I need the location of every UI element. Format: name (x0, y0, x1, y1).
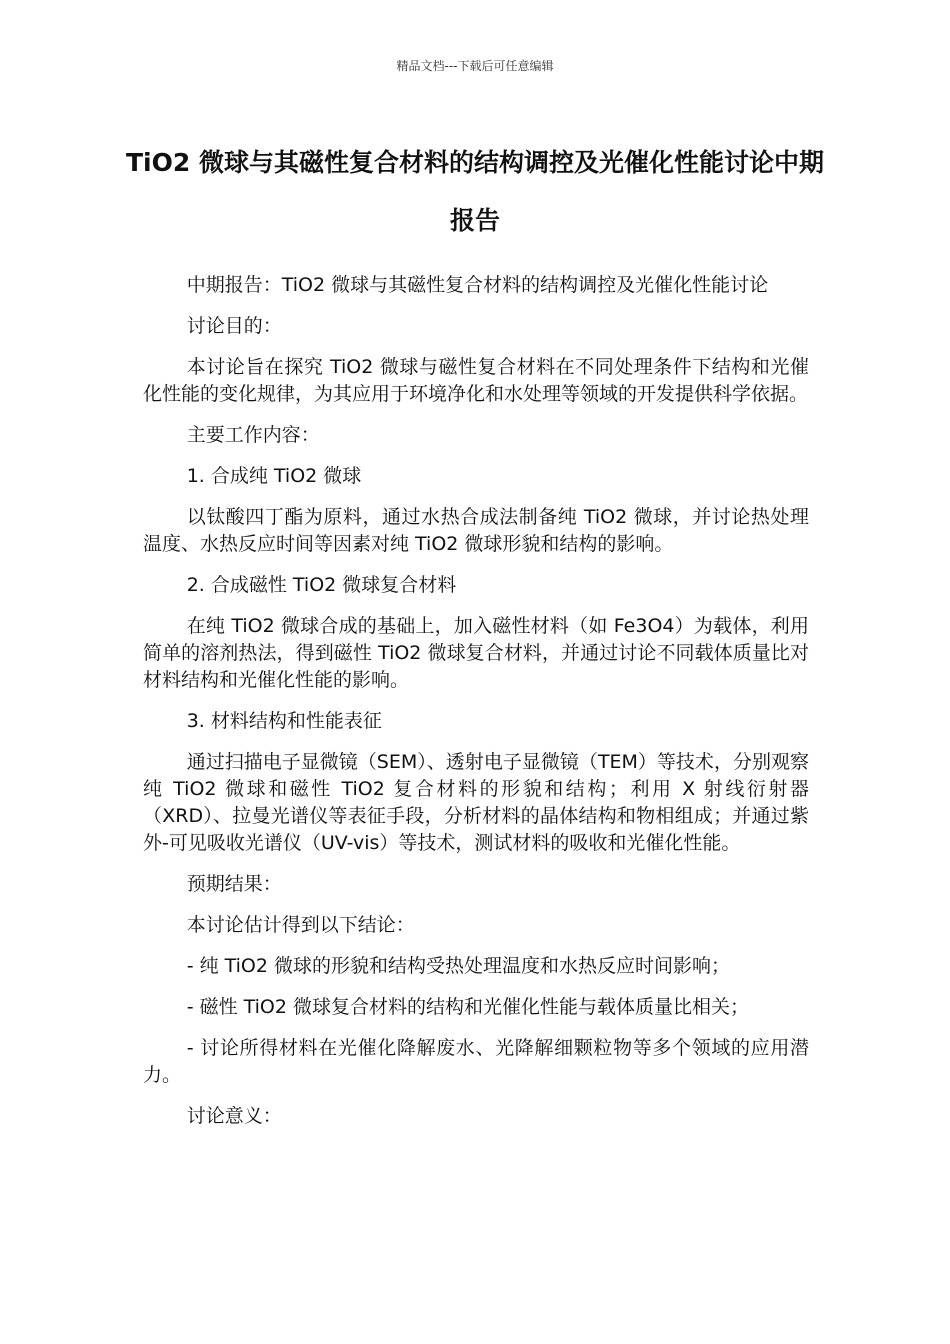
paragraph-purpose: 本讨论旨在探究 TiO2 微球与磁性复合材料在不同处理条件下结构和光催化性能的变化规律，为其应用于环境净化和水处理等领域的开发提供科学依据。 (143, 356, 809, 405)
paragraph-report-subject: 中期报告：TiO2 微球与其磁性复合材料的结构调控及光催化性能讨论 (186, 274, 769, 296)
paragraph-significance-heading: 讨论意义： (186, 1105, 282, 1127)
paragraph-item-1: 以钛酸四丁酯为原料，通过水热合成法制备纯 TiO2 微球，并讨论热处理温度、水热反应时间等因素对纯 TiO2 微球形貌和结构的影响。 (143, 506, 809, 555)
paragraph-purpose-heading: 讨论目的： (186, 315, 282, 337)
paragraph-result-1: - 纯 TiO2 微球的形貌和结构受热处理温度和水热反应时间影响； (186, 955, 731, 977)
paragraph-results-heading: 预期结果： (186, 873, 282, 895)
paragraph-item-2: 在纯 TiO2 微球合成的基础上，加入磁性材料（如 Fe3O4）为载体，利用简单的溶剂热法，得到磁性 TiO2 微球复合材料，并通过讨论不同载体质量比对材料结构和光催化性能的影响。 (143, 615, 809, 691)
document-body (143, 272, 809, 1144)
page-header: 精品文档---下载后可任意编辑 (396, 59, 554, 73)
paragraph-item-3: 通过扫描电子显微镜（SEM）、透射电子显微镜（TEM）等技术，分别观察纯 TiO2 微球和磁性 TiO2 复合材料的形貌和结构；利用 X 射线衍射器（XRD）、拉曼光谱仪等表征手段，分析材料的晶体结构和物相组成；并通过紫外-可见吸收光谱仪（UV-vis）等技术，测试材料的吸收和光催化性能。 (143, 751, 809, 854)
paragraph-item-1-heading: 1. 合成纯 TiO2 微球 (186, 465, 362, 487)
paragraph-result-2: - 磁性 TiO2 微球复合材料的结构和光催化性能与载体质量比相关； (186, 996, 750, 1018)
paragraph-results-intro: 本讨论估计得到以下结论： (186, 914, 415, 936)
paragraph-item-2-heading: 2. 合成磁性 TiO2 微球复合材料 (186, 574, 457, 596)
document-title: TiO2 微球与其磁性复合材料的结构调控及光催化性能讨论中期报告 (126, 148, 824, 235)
paragraph-work-heading: 主要工作内容： (186, 424, 320, 446)
paragraph-item-3-heading: 3. 材料结构和性能表征 (186, 710, 382, 732)
paragraph-result-3: - 讨论所得材料在光催化降解废水、光降解细颗粒物等多个领域的应用潜力。 (143, 1037, 809, 1086)
